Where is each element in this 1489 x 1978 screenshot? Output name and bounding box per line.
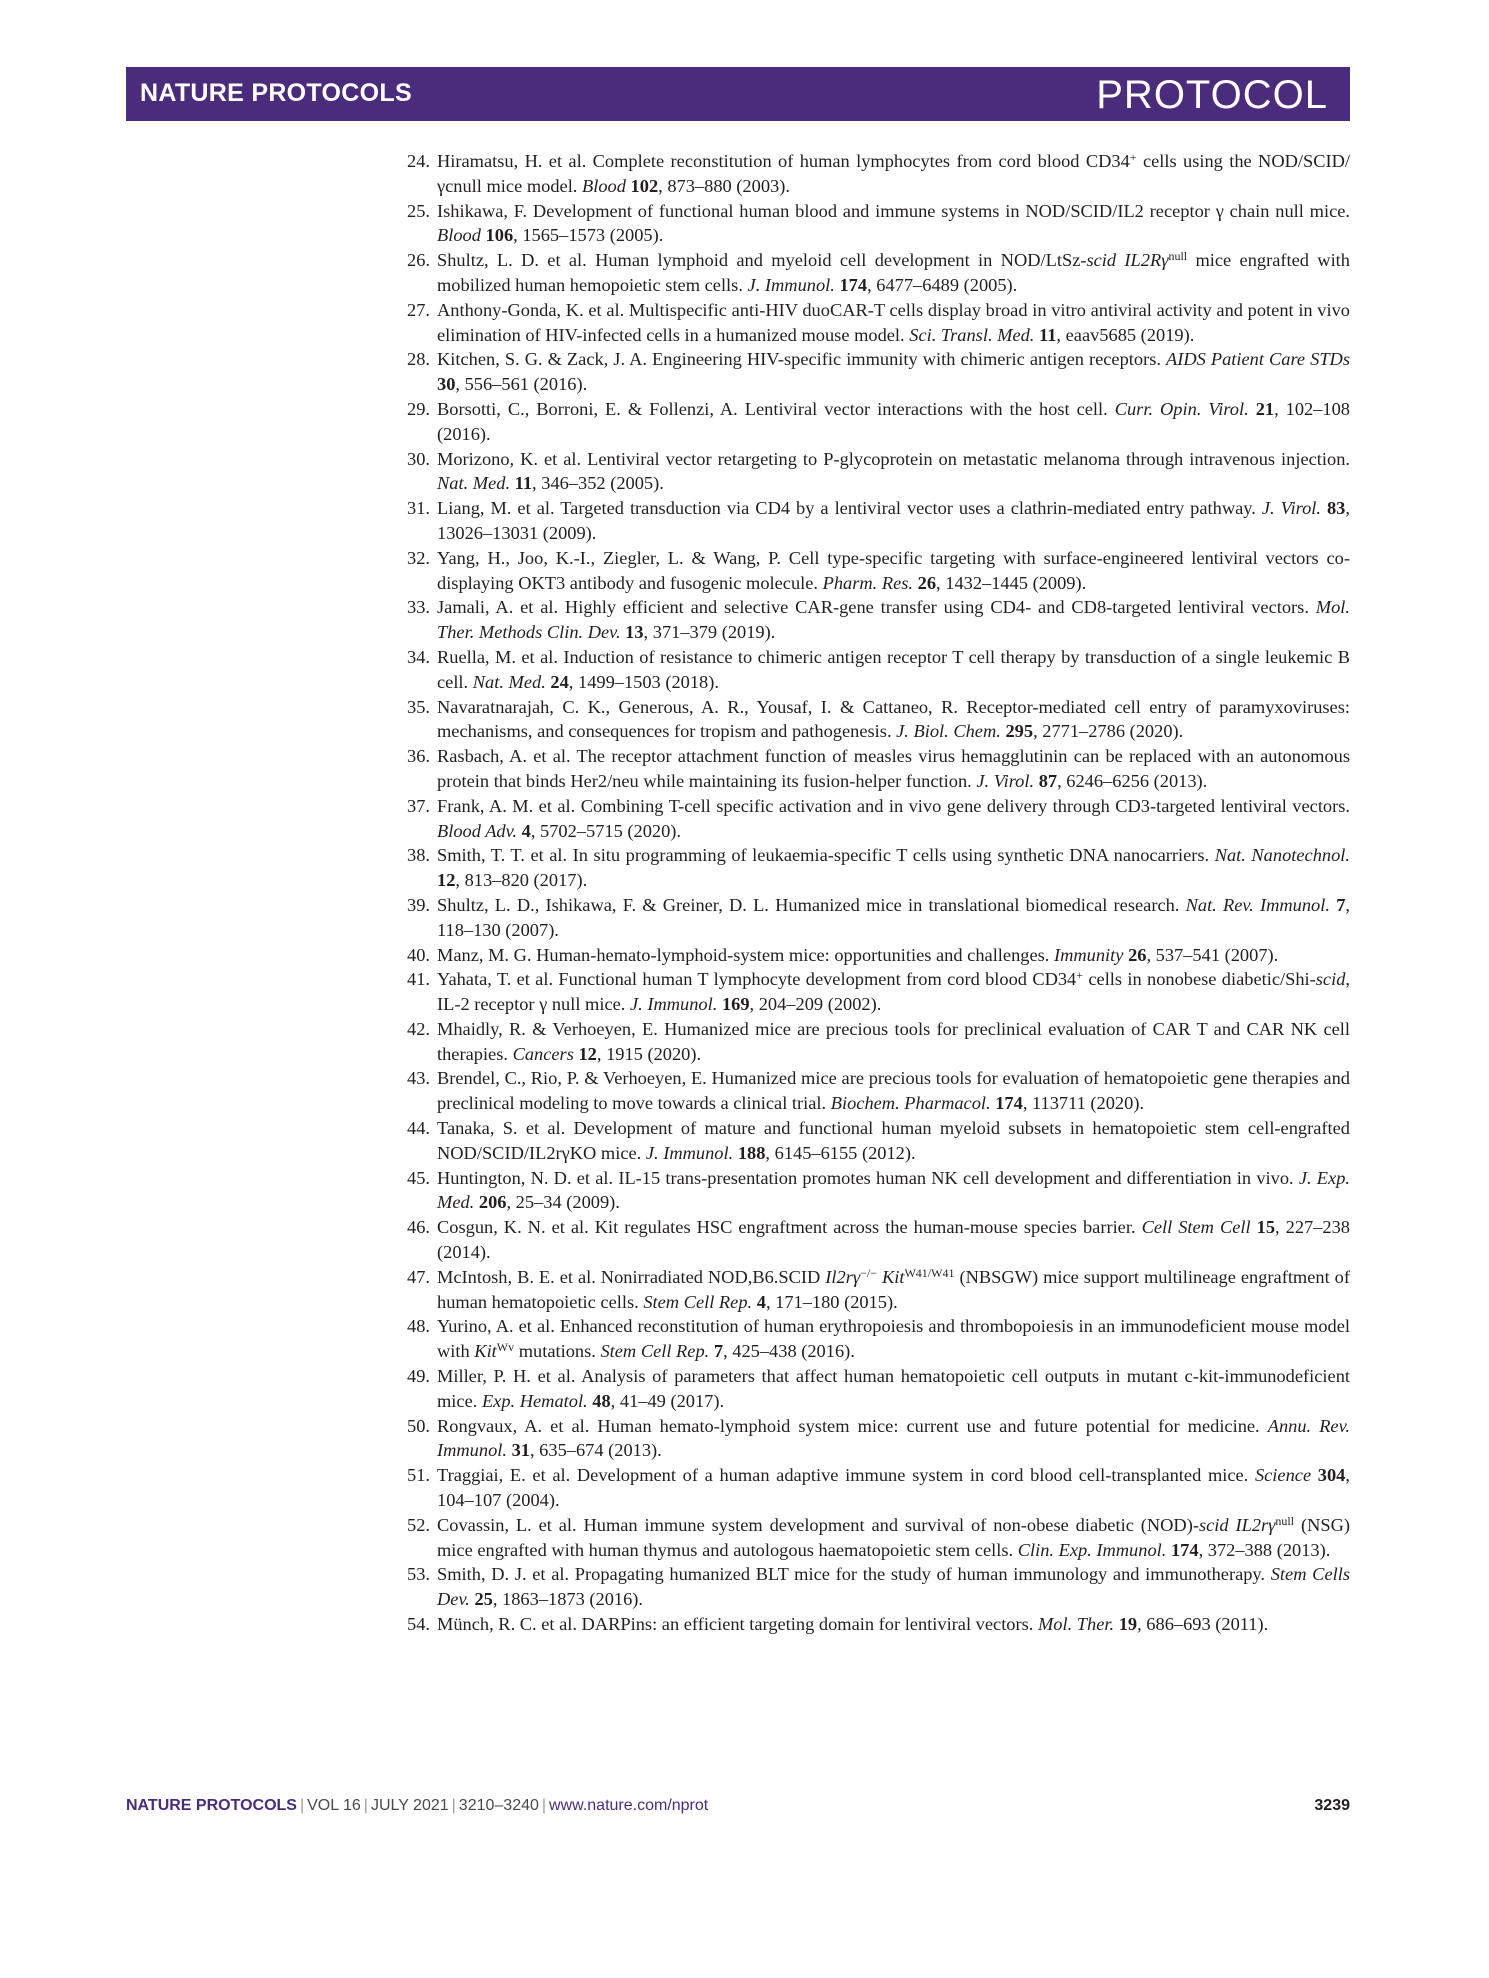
italic-text: J. Exp. Med. [437,1167,1350,1213]
reference-item [402,967,1350,1017]
reference-text: Yang, H., Joo, K.-I., Ziegler, L. & Wang, P. Cell type-specific targeting with surface-engineered lentiviral vectors co-displaying OKT3 antibody and fusogenic molecule. Pharm. Res. 26, 1432–1445 (2009). [437,547,1350,593]
italic-text: Nat. Med. [472,671,546,692]
reference-text: Münch, R. C. et al. DARPins: an efficient targeting domain for lentiviral vectors. Mol. Ther. 19, 686–693 (2011). [437,1614,1269,1635]
reference-item [402,1265,1350,1315]
article-type: PROTOCOL [1096,73,1328,117]
volume-number: 30 [437,374,456,395]
footer-url-link[interactable]: www.nature.com/nprot [549,1797,709,1814]
reference-text: Shultz, L. D. et al. Human lymphoid and myeloid cell development in NOD/LtSz-scid $IL2R\gamma^{null}$ mice engrafted with mobilized human hemopoietic stem cells. J. Immunol. 174, 6477–6489 (2005). [437,249,1350,295]
italic-text: Cell Stem Cell [1141,1217,1251,1238]
reference-number: 25. [407,200,430,221]
volume-number: 7 [713,1341,724,1362]
reference-item [402,1116,1350,1166]
italic-text: Clin. Exp. Immunol. [1017,1539,1167,1560]
italic-text: Stem Cell Rep. [600,1341,710,1362]
volume-number: 7 [1336,894,1346,915]
volume-number: 4 [521,820,531,841]
reference-number: 54. [407,1614,430,1635]
reference-item [402,695,1350,745]
superscript: + [1129,150,1137,164]
italic-text: J. Virol. [1261,498,1321,519]
reference-text: Jamali, A. et al. Highly efficient and selective CAR-gene transfer using CD4- and CD8-targeted lentiviral vectors. Mol. Ther. Methods Clin. Dev. 13, 371–379 (2019). [437,597,1350,643]
reference-number: 42. [407,1018,430,1039]
reference-item [402,1364,1350,1414]
reference-item [402,248,1350,298]
reference-number: 51. [407,1465,430,1486]
volume-number: 102 [630,175,659,196]
reference-text: Borsotti, C., Borroni, E. & Follenzi, A. Lentiviral vector interactions with the host cell. Curr. Opin. Virol. 21, 102–108 (2016). [437,398,1351,444]
page-footer [126,1797,1350,1815]
footer-separator: | [451,1797,456,1814]
reference-text: Tanaka, S. et al. Development of mature and functional human myeloid subsets in hematopoietic stem cell-engrafted NOD/SCID/IL2rγKO mice. J. Immunol. 188, 6145–6155 (2012). [437,1118,1350,1163]
italic-text: scid IL2rγ [1198,1514,1276,1535]
superscript: + [1076,968,1084,983]
reference-number: 31. [407,498,430,519]
reference-number: 35. [407,696,430,717]
volume-number: 206 [478,1192,507,1213]
reference-number: 48. [407,1316,430,1337]
reference-text: Yahata, T. et al. Functional human T lymphocyte development from cord blood CD34+ cells in nonobese diabetic/Shi-scid, IL-2 receptor γ null mice. J. Immunol. 169, 204–209 (2002). [437,968,1350,1015]
italic-text: Blood [437,225,481,246]
reference-text: Kitchen, S. G. & Zack, J. A. Engineering HIV-specific immunity with chimeric antigen receptors. AIDS Patient Care STDs 30, 556–561 (2016). [437,349,1350,395]
volume-number: 169 [721,994,750,1015]
volume-number: 174 [1170,1539,1199,1560]
volume-number: 4 [756,1291,766,1312]
italic-text: Science [1254,1465,1312,1486]
italic-text: scid IL2Rγ [1086,250,1169,271]
italic-text: J. Immunol. [629,994,718,1015]
italic-text: Mol. Ther. Methods Clin. Dev. [437,597,1350,643]
reference-text: Smith, T. T. et al. In situ programming of leukaemia-specific T cells using synthetic DNA nanocarriers. Nat. Nanotechnol. 12, 813–820 (2017). [437,845,1350,891]
reference-text: Mhaidly, R. & Verhoeyen, E. Humanized mice are precious tools for preclinical evaluation of CAR T and CAR NK cell therapies. Cancers 12, 1915 (2020). [437,1018,1350,1064]
reference-number: 38. [407,845,430,866]
volume-number: 26 [1128,944,1147,965]
reference-text: Rongvaux, A. et al. Human hemato-lymphoid system mice: current use and future potential for medicine. Annu. Rev. Immunol. 31, 635–674 (2013). [437,1415,1350,1461]
reference-text: Miller, P. H. et al. Analysis of parameters that affect human hematopoietic cell outputs in mutant c-kit-immunodeficient mice. Exp. Hematol. 48, 41–49 (2017). [437,1366,1350,1411]
volume-number: 31 [511,1440,530,1461]
reference-item [402,1314,1350,1364]
reference-item [402,1017,1350,1067]
italic-text: Nat. Rev. Immunol. [1185,894,1330,915]
reference-number: 30. [407,448,430,469]
reference-number: 29. [407,398,430,419]
reference-item [402,645,1350,695]
page-number: 3239 [1314,1797,1350,1814]
reference-number: 44. [407,1118,430,1139]
reference-text: Liang, M. et al. Targeted transduction via CD4 by a lentiviral vector uses a clathrin-mediated entry pathway. J. Virol. 83, 13026–13031 (2009). [437,498,1350,543]
italic-text: Nat. Med. [437,473,511,494]
volume-number: 87 [1038,770,1058,791]
footer-date: JULY 2021 [370,1797,449,1814]
reference-text: Ruella, M. et al. Induction of resistance to chimeric antigen receptor T cell therapy by transduction of a single leukemic B cell. Nat. Med. 24, 1499–1503 (2018). [437,646,1350,692]
reference-text: Traggiai, E. et al. Development of a human adaptive immune system in cord blood cell-transplanted mice. Science 304, 104–107 (2004). [437,1465,1350,1511]
volume-number: 26 [917,572,937,593]
reference-item [402,794,1350,844]
italic-text: J. Immunol. [645,1142,734,1163]
volume-number: 188 [737,1142,766,1163]
reference-item [402,199,1350,249]
volume-number: 174 [839,274,868,295]
reference-text: Huntington, N. D. et al. IL-15 trans-presentation promotes human NK cell development and differentiation in vivo. J. Exp. Med. 206, 25–34 (2009). [437,1167,1350,1213]
reference-number: 41. [407,969,430,990]
reference-item [402,397,1350,447]
reference-item [402,843,1350,893]
volume-number: 48 [592,1390,611,1411]
volume-number: 19 [1118,1614,1138,1635]
journal-name: NATURE PROTOCOLS [140,79,412,107]
reference-item [402,1612,1350,1637]
italic-text: scid [1315,969,1346,990]
footer-separator: | [363,1797,368,1814]
reference-item [402,546,1350,596]
reference-number: 26. [407,250,430,271]
reference-list [402,149,1350,1637]
reference-text: Hiramatsu, H. et al. Complete reconstitution of human lymphocytes from cord blood CD34+ cells using the NOD/SCID/γcnull mice model. Blood 102, 873–880 (2003). [437,150,1350,196]
reference-item [402,298,1350,348]
reference-text: Manz, M. G. Human-hemato-lymphoid-system mice: opportunities and challenges. Immunity 26, 537–541 (2007). [437,944,1279,965]
italic-text: Blood [582,175,626,196]
italic-text: J. Virol. [976,770,1035,791]
volume-number: 15 [1256,1217,1276,1238]
footer-separator: | [541,1797,547,1814]
reference-text: Cosgun, K. N. et al. Kit regulates HSC engraftment across the human-mouse species barrier. Cell Stem Cell 15, 227–238 (2014). [437,1217,1350,1263]
journal-header-bar [126,67,1350,121]
reference-number: 47. [407,1266,430,1287]
reference-item [402,1513,1350,1563]
reference-text: Rasbach, A. et al. The receptor attachment function of measles virus hemagglutinin can be replaced with an autonomous protein that binds Her2/neu while maintaining its fusion-helper function. J. Virol. 87, 6246–6256 (2013). [437,746,1350,791]
superscript: W41/W41 [904,1265,955,1280]
volume-number: 12 [437,870,456,891]
italic-text: Cancers [512,1043,574,1064]
reference-item [402,1166,1350,1216]
reference-item [402,1414,1350,1464]
reference-number: 39. [407,894,430,915]
reference-item [402,149,1350,199]
italic-text: Stem Cell Rep. [643,1291,753,1312]
superscript: null [1275,1513,1295,1528]
reference-item [402,1463,1350,1513]
footer-separator: | [299,1797,305,1814]
reference-item [402,496,1350,546]
volume-number: 83 [1326,498,1346,519]
italic-text: Mol. Ther. [1037,1614,1115,1635]
footer-volume: VOL 16 [307,1797,361,1814]
footer-pages: 3210–3240 [458,1797,539,1814]
reference-text: Anthony-Gonda, K. et al. Multispecific anti-HIV duoCAR-T cells display broad in vitro antiviral activity and potent in vivo elimination of HIV-infected cells in a humanized mouse model. Sci. Transl. Med. 11, eaav5685 (2019). [437,299,1350,345]
reference-text: Morizono, K. et al. Lentiviral vector retargeting to P-glycoprotein on metastatic melanoma through intravenous injection. Nat. Med. 11, 346–352 (2005). [437,448,1350,494]
reference-item [402,943,1350,968]
reference-number: 40. [407,944,430,965]
volume-number: 304 [1317,1465,1346,1486]
reference-item [402,447,1350,497]
volume-number: 21 [1255,398,1275,419]
volume-number: 106 [485,225,514,246]
superscript: Wv [496,1340,515,1355]
italic-text: Il2rγ [825,1266,861,1287]
reference-text: McIntosh, B. E. et al. Nonirradiated NOD,B6.SCID Il2rγ−/− Kit$^{W41/W41}$ (NBSGW) mice support multilineage engraftment of human hematopoietic cells. Stem Cell Rep. 4, 171–180 (2015). [437,1265,1350,1312]
reference-number: 45. [407,1167,430,1188]
italic-text: Kit [881,1266,905,1287]
reference-text: Yurino, A. et al. Enhanced reconstitution of human erythropoiesis and thrombopoiesis in an immunodeficient mouse model with Kit$^{Wv}$ mutations. Stem Cell Rep. 7, 425–438 (2016). [437,1316,1350,1362]
italic-text: Sci. Transl. Med. [909,324,1035,345]
italic-text: Stem Cells Dev. [437,1564,1350,1610]
reference-text: Navaratnarajah, C. K., Generous, A. R., Yousaf, I. & Cattaneo, R. Receptor-mediated cell entry of paramyxoviruses: mechanisms, and consequences for tropism and pathogenesis. J. Biol. Chem. 295, 2771–2786 (2020). [437,696,1350,742]
volume-number: 174 [995,1093,1023,1114]
reference-number: 37. [407,795,430,816]
reference-text: Smith, D. J. et al. Propagating humanized BLT mice for the study of human immunology and immunotherapy. Stem Cells Dev. 25, 1863–1873 (2016). [437,1564,1350,1610]
reference-item [402,595,1350,645]
volume-number: 25 [474,1589,493,1610]
reference-item [402,1562,1350,1612]
reference-item [402,893,1350,943]
italic-text: AIDS Patient Care STDs [1166,349,1350,370]
reference-text: Brendel, C., Rio, P. & Verhoeyen, E. Humanized mice are precious tools for evaluation of hematopoietic gene therapies and preclinical modeling to move towards a clinical trial. Biochem. Pharmacol. 174, 113711 (2020). [437,1068,1350,1114]
reference-number: 49. [407,1366,430,1387]
italic-text: Blood Adv. [437,820,518,841]
volume-number: 24 [550,671,569,692]
italic-text: Annu. Rev. Immunol. [437,1415,1350,1461]
reference-item [402,347,1350,397]
footer-journal: NATURE PROTOCOLS [126,1797,297,1814]
volume-number: 12 [578,1043,597,1064]
italic-text: Biochem. Pharmacol. [830,1093,991,1114]
italic-text: Immunity [1053,944,1124,965]
reference-number: 50. [407,1415,430,1436]
italic-text: J. Immunol. [747,274,835,295]
italic-text: Curr. Opin. Virol. [1114,398,1249,419]
reference-number: 27. [407,299,430,320]
reference-item [402,1066,1350,1116]
reference-number: 43. [407,1068,430,1089]
volume-number: 11 [514,473,533,494]
superscript: −/− [860,1265,877,1280]
volume-number: 295 [1005,721,1034,742]
reference-text: Shultz, L. D., Ishikawa, F. & Greiner, D. L. Humanized mice in translational biomedical research. Nat. Rev. Immunol. 7, 118–130 (2007). [437,894,1350,940]
reference-text: Frank, A. M. et al. Combining T-cell specific activation and in vivo gene delivery through CD3-targeted lentiviral vectors. Blood Adv. 4, 5702–5715 (2020). [437,795,1350,841]
reference-number: 34. [407,646,430,667]
reference-number: 32. [407,547,430,568]
superscript: null [1168,249,1188,264]
reference-number: 46. [407,1217,430,1238]
reference-text: Ishikawa, F. Development of functional human blood and immune systems in NOD/SCID/IL2 receptor γ chain null mice. Blood 106, 1565–1573 (2005). [437,200,1350,246]
volume-number: 11 [1039,324,1057,345]
reference-number: 28. [407,349,430,370]
reference-number: 52. [407,1514,430,1535]
reference-number: 36. [407,746,430,767]
italic-text: Kit [474,1341,497,1362]
reference-text: Covassin, L. et al. Human immune system development and survival of non-obese diabetic (NOD)-scid $IL2r\gamma^{null}$ (NSG) mice engrafted with human thymus and autologous haematopoietic stem cells. Clin. Exp. Immunol. 174, 372–388 (2013). [437,1513,1350,1560]
reference-number: 53. [407,1564,430,1585]
reference-item [402,1215,1350,1265]
italic-text: Exp. Hematol. [481,1390,588,1411]
volume-number: 13 [625,622,644,643]
italic-text: Nat. Nanotechnol. [1214,845,1350,866]
reference-number: 24. [407,151,430,171]
italic-text: Pharm. Res. [822,572,914,593]
reference-number: 33. [407,597,430,618]
italic-text: J. Biol. Chem. [896,721,1001,742]
reference-item [402,744,1350,794]
